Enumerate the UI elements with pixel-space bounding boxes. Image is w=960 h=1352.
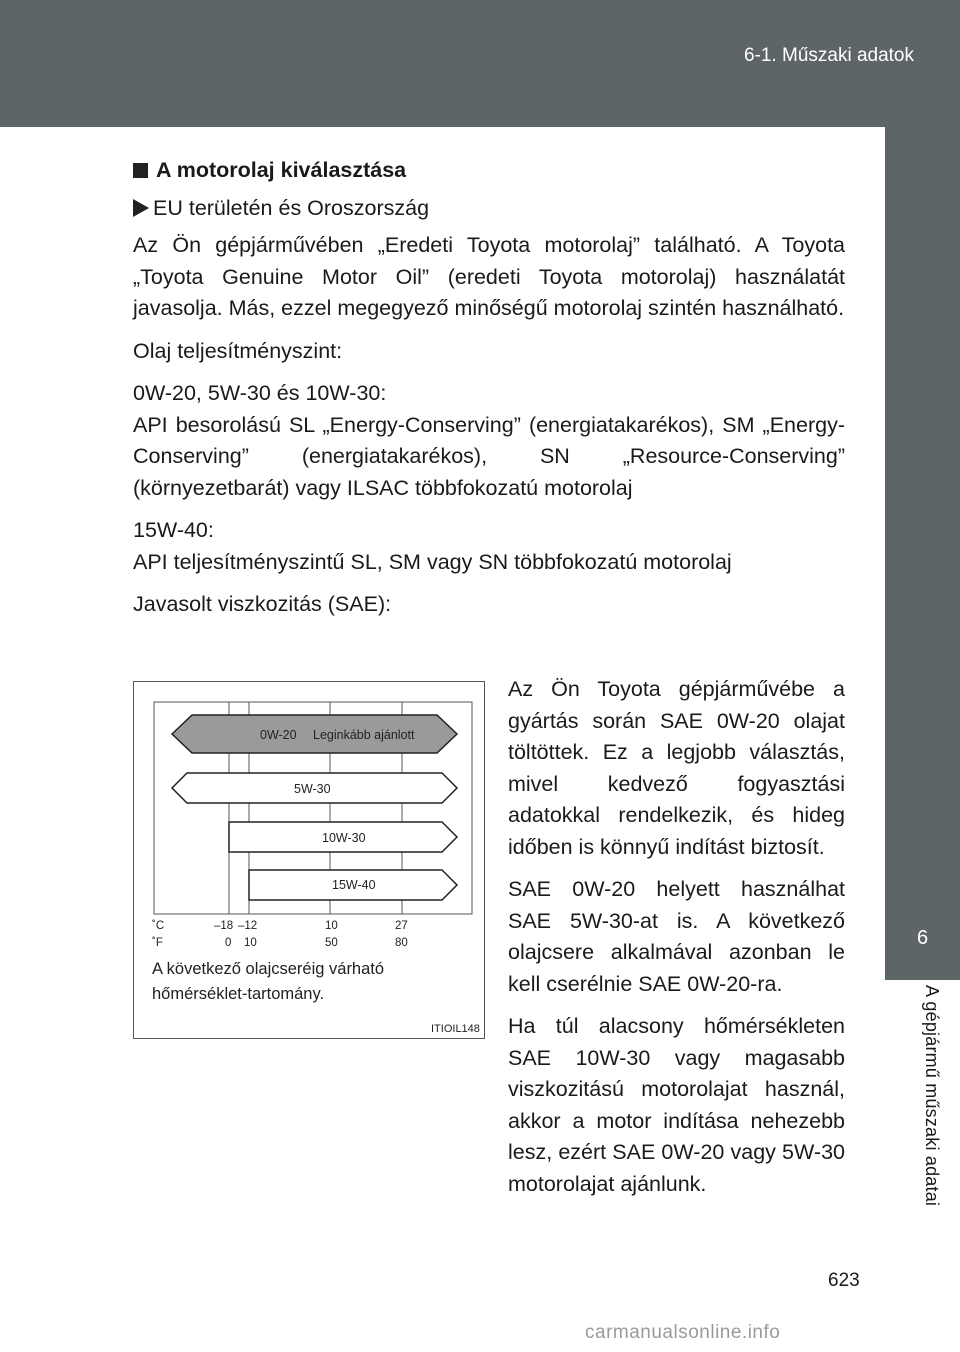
viscosity-label: Javasolt viszkozitás (SAE): [133,592,392,616]
section-title: 6-1. Műszaki adatok [743,45,914,66]
side-strip [885,127,960,897]
page-number: 623 [828,1270,860,1291]
celsius-unit: ˚C [152,920,165,932]
fahrenheit-tick: 50 [325,937,338,949]
performance-label: Olaj teljesítményszint: [133,338,343,363]
grades-2-text: API teljesítményszintű SL, SM vagy SN többfokozatú motorolaj [133,549,732,574]
chapter-label: A gépjármű műszaki adatai [922,985,942,1207]
grade-label-5w30: 5W-30 [294,782,331,796]
grades-1-text: API besorolású SL „Energy-Conserving” (energiatakarékos), SM „Energy-Conserving” (energiatakarékos), SN „Resource-Conserving” (környezetbarát) vagy ILSAC többfokozatú motorolaj [133,412,845,500]
fahrenheit-tick: 0 [225,937,232,949]
figure-caption-line2: hőmérséklet-tartomány. [152,985,325,1003]
subsection-heading [133,193,845,225]
figure-code: ITIOIL148 [431,1023,480,1035]
celsius-tick: 10 [325,920,338,932]
square-bullet-icon [133,163,148,178]
page-header [0,0,960,127]
grades-2-title: 15W-40: [133,518,214,542]
section-heading [133,155,845,187]
fahrenheit-tick: 10 [244,937,257,949]
grade-label-0w20: 0W-20 [260,728,297,742]
celsius-tick: –12 [238,920,258,932]
intro-paragraph: Az Ön gépjárművében „Eredeti Toyota motorolaj” található. A Toyota „Toyota Genuine Motor Oil” (eredeti Toyota motorolaj) használatát javasolja. Más, ezzel megegyező minőségű motorolaj szintén használható. [133,233,845,320]
subheading-text: EU területén és Oroszország [153,195,430,220]
right-paragraph-2: SAE 0W-20 helyett használhat SAE 5W-30-at is. A következő olajcsere alkalmával azonban le kell cserélnie SAE 0W-20-ra. [508,877,845,996]
watermark-text: carmanualsonline.info [585,1322,781,1343]
recommended-note: Leginkább ajánlott [313,728,415,742]
celsius-tick: –18 [214,920,234,932]
figure-caption-line1: A következő olajcseréig várható [152,960,385,978]
fahrenheit-tick: 80 [395,937,408,949]
fahrenheit-unit: ˚F [152,937,163,949]
grades-1-title: 0W-20, 5W-30 és 10W-30: [133,381,387,405]
viscosity-figure [133,681,485,1039]
main-content [133,155,845,621]
heading-text: A motorolaj kiválasztása [156,158,407,182]
triangle-bullet-icon [133,199,149,217]
viscosity-chart [134,682,484,1038]
grade-label-15w40: 15W-40 [332,878,376,892]
right-column [508,674,845,1200]
celsius-tick: 27 [395,920,408,932]
chapter-tab[interactable]: 6 [885,897,960,980]
right-paragraph-1: Az Ön Toyota gépjárművébe a gyártás során SAE 0W-20 olajat töltöttek. Ez a legjobb választás, mivel kedvező fogyasztási adatokkal rendelkezik, és hideg időben is könnyű indítást biztosít. [508,677,845,859]
right-paragraph-3: Ha túl alacsony hőmérsékleten SAE 10W-30 vagy magasabb viszkozitású motorolajat használ, akkor a motor indítása nehezebb lesz, ezért SAE 0W-20 vagy 5W-30 motorolajat ajánlunk. [508,1014,845,1196]
grade-label-10w30: 10W-30 [322,831,366,845]
